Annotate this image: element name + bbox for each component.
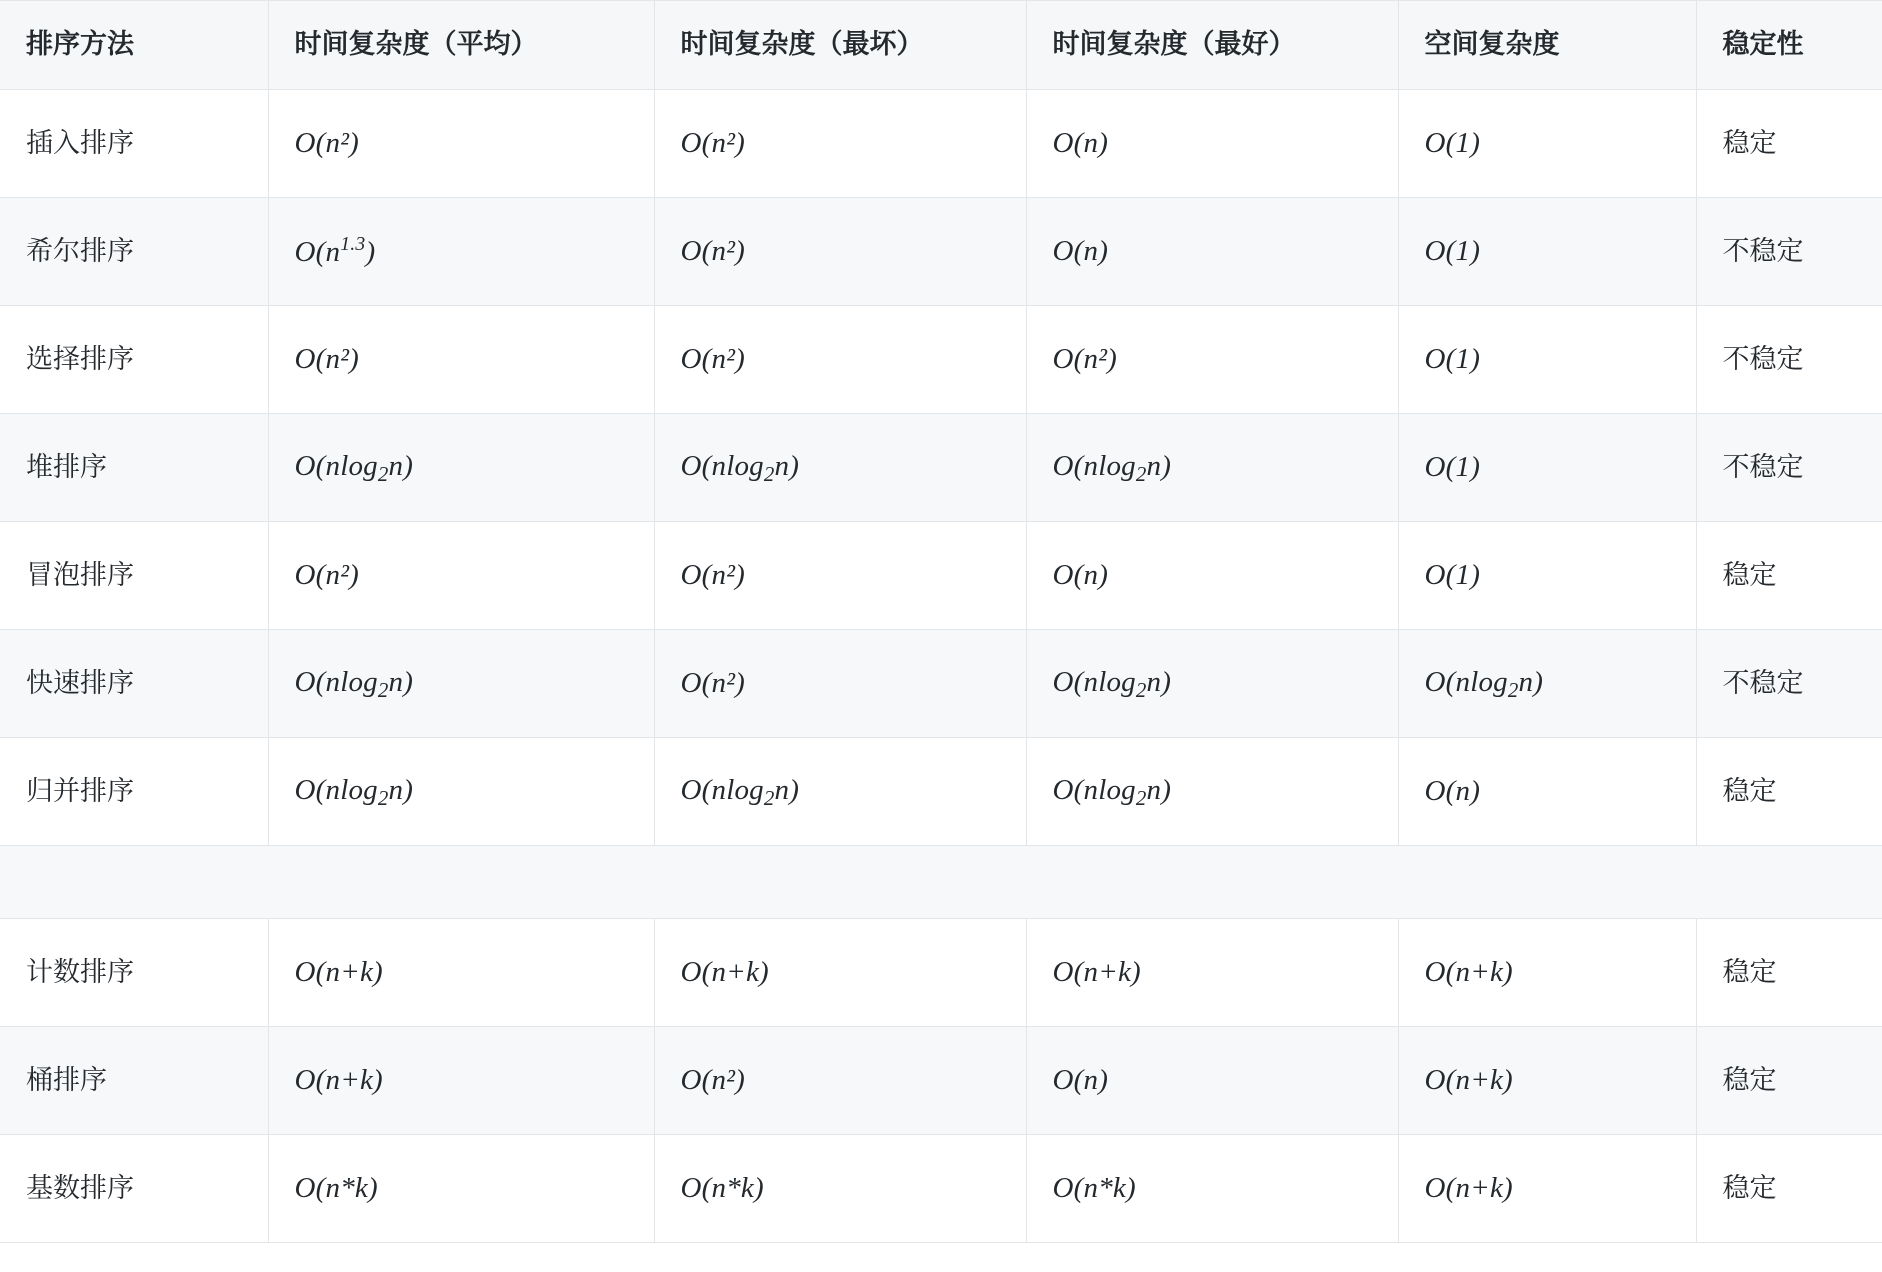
cell-method-text: 归并排序 — [26, 775, 134, 806]
cell-method — [0, 522, 268, 630]
cell-method-text: 插入排序 — [26, 127, 134, 158]
cell-stability — [1696, 919, 1882, 1027]
cell-stability-text: 不稳定 — [1722, 451, 1804, 482]
cell-time-worst — [654, 1135, 1026, 1243]
cell-time-best-text: O(nlog$_2$n) — [1052, 773, 1172, 810]
cell-method-text: 冒泡排序 — [26, 559, 134, 590]
cell-time-best-text: O(nlog$_2$n) — [1052, 449, 1172, 486]
cell-time-average-text: O(n²) — [294, 343, 359, 376]
cell-space — [1398, 630, 1696, 738]
cell-method-text: 快速排序 — [26, 667, 134, 698]
cell-time-average — [268, 522, 654, 630]
cell-space — [1398, 306, 1696, 414]
cell-time-average-text: O(n²) — [294, 559, 359, 592]
cell-method-text: 计数排序 — [26, 956, 134, 987]
column-header-stability: 稳定性 — [1696, 1, 1882, 90]
cell-time-average — [268, 414, 654, 522]
cell-time-worst-text: O(n²) — [680, 1064, 745, 1097]
cell-space-text: O(1) — [1424, 235, 1481, 268]
cell-space — [1398, 414, 1696, 522]
cell-stability-text: 不稳定 — [1722, 343, 1804, 374]
table-row — [0, 630, 1882, 738]
cell-method — [0, 90, 268, 198]
table-header-row — [0, 1, 1882, 90]
cell-stability-text: 稳定 — [1722, 775, 1777, 806]
cell-time-best — [1026, 414, 1398, 522]
table-header — [0, 1, 1882, 90]
cell-time-average-text: O(n*k) — [294, 1172, 378, 1205]
cell-time-best — [1026, 198, 1398, 306]
cell-time-best — [1026, 90, 1398, 198]
cell-time-worst — [654, 738, 1026, 846]
cell-time-best — [1026, 522, 1398, 630]
cell-time-worst — [654, 1027, 1026, 1135]
cell-time-worst — [654, 414, 1026, 522]
cell-stability — [1696, 522, 1882, 630]
cell-stability-text: 不稳定 — [1722, 235, 1804, 266]
cell-method — [0, 1027, 268, 1135]
cell-time-worst-text: O(n+k) — [680, 956, 769, 989]
cell-time-worst — [654, 198, 1026, 306]
table-body — [0, 90, 1882, 1243]
table-row — [0, 414, 1882, 522]
cell-time-best — [1026, 1027, 1398, 1135]
table-spacer-cell — [0, 846, 1882, 919]
cell-method — [0, 738, 268, 846]
cell-method — [0, 1135, 268, 1243]
column-header-time-worst: 时间复杂度（最坏） — [654, 1, 1026, 90]
cell-stability-text: 稳定 — [1722, 127, 1777, 158]
cell-space-text: O(n+k) — [1424, 1064, 1513, 1097]
cell-stability-text: 稳定 — [1722, 956, 1777, 987]
cell-stability-text: 稳定 — [1722, 559, 1777, 590]
cell-time-worst — [654, 522, 1026, 630]
cell-time-average-text: O(n+k) — [294, 956, 383, 989]
cell-time-worst — [654, 306, 1026, 414]
cell-method — [0, 198, 268, 306]
cell-time-average-text: O(n+k) — [294, 1064, 383, 1097]
cell-space-text: O(1) — [1424, 559, 1481, 592]
cell-time-worst-text: O(n²) — [680, 559, 745, 592]
cell-time-best-text: O(n) — [1052, 559, 1109, 592]
cell-stability — [1696, 198, 1882, 306]
cell-method-text: 选择排序 — [26, 343, 134, 374]
cell-stability — [1696, 414, 1882, 522]
table-row — [0, 198, 1882, 306]
cell-method — [0, 306, 268, 414]
cell-space-text: O(n+k) — [1424, 1172, 1513, 1205]
cell-time-best — [1026, 1135, 1398, 1243]
cell-space — [1398, 90, 1696, 198]
cell-time-worst-text: O(n²) — [680, 127, 745, 160]
table-row — [0, 919, 1882, 1027]
cell-method-text: 希尔排序 — [26, 235, 134, 266]
cell-time-average-text: $O(n^{1.3})$ — [294, 232, 376, 268]
cell-time-worst-text: O(n*k) — [680, 1172, 764, 1205]
cell-space — [1398, 198, 1696, 306]
cell-time-average-text: O(nlog$_2$n) — [294, 449, 414, 486]
cell-time-best — [1026, 738, 1398, 846]
cell-space-text: O(1) — [1424, 127, 1481, 160]
cell-time-worst-text: O(n²) — [680, 667, 745, 700]
cell-time-best-text: O(nlog$_2$n) — [1052, 665, 1172, 702]
cell-time-average — [268, 630, 654, 738]
table-row — [0, 1027, 1882, 1135]
cell-time-worst — [654, 90, 1026, 198]
cell-time-best-text: O(n+k) — [1052, 956, 1141, 989]
cell-space — [1398, 522, 1696, 630]
column-header-method: 排序方法 — [0, 1, 268, 90]
cell-time-worst — [654, 919, 1026, 1027]
column-header-time-average: 时间复杂度（平均） — [268, 1, 654, 90]
column-header-time-best: 时间复杂度（最好） — [1026, 1, 1398, 90]
cell-time-best-text: O(n*k) — [1052, 1172, 1136, 1205]
cell-time-best-text: O(n) — [1052, 235, 1109, 268]
cell-stability — [1696, 306, 1882, 414]
cell-stability — [1696, 90, 1882, 198]
table-row — [0, 1135, 1882, 1243]
cell-method-text: 堆排序 — [26, 451, 107, 482]
cell-time-worst-text: O(nlog$_2$n) — [680, 449, 800, 486]
cell-stability — [1696, 1027, 1882, 1135]
cell-time-worst — [654, 630, 1026, 738]
cell-time-average — [268, 738, 654, 846]
cell-space-text: O(n) — [1424, 775, 1481, 808]
cell-space-text: O(1) — [1424, 451, 1481, 484]
cell-stability — [1696, 630, 1882, 738]
cell-time-average — [268, 1027, 654, 1135]
cell-method-text: 桶排序 — [26, 1064, 107, 1095]
cell-time-best-text: O(n) — [1052, 1064, 1109, 1097]
cell-space-text: O(nlog$_2$n) — [1424, 665, 1544, 702]
cell-time-average — [268, 306, 654, 414]
cell-space — [1398, 738, 1696, 846]
cell-time-average-text: O(nlog$_2$n) — [294, 773, 414, 810]
cell-method — [0, 919, 268, 1027]
cell-space — [1398, 919, 1696, 1027]
table-spacer-row — [0, 846, 1882, 919]
cell-time-best — [1026, 306, 1398, 414]
cell-stability-text: 稳定 — [1722, 1064, 1777, 1095]
cell-time-average — [268, 90, 654, 198]
cell-time-average — [268, 919, 654, 1027]
column-header-space: 空间复杂度 — [1398, 1, 1696, 90]
cell-time-average — [268, 198, 654, 306]
cell-space — [1398, 1135, 1696, 1243]
table-row — [0, 738, 1882, 846]
cell-time-average-text: O(n²) — [294, 127, 359, 160]
cell-stability-text: 稳定 — [1722, 1172, 1777, 1203]
cell-time-worst-text: O(nlog$_2$n) — [680, 773, 800, 810]
cell-time-best — [1026, 630, 1398, 738]
cell-time-worst-text: O(n²) — [680, 235, 745, 268]
cell-time-best — [1026, 919, 1398, 1027]
table-row — [0, 90, 1882, 198]
table-row — [0, 306, 1882, 414]
cell-stability — [1696, 738, 1882, 846]
cell-space-text: O(n+k) — [1424, 956, 1513, 989]
cell-time-worst-text: O(n²) — [680, 343, 745, 376]
cell-time-average-text: O(nlog$_2$n) — [294, 665, 414, 702]
cell-time-best-text: O(n²) — [1052, 343, 1117, 376]
cell-method-text: 基数排序 — [26, 1172, 134, 1203]
table-row — [0, 522, 1882, 630]
cell-method — [0, 414, 268, 522]
cell-space-text: O(1) — [1424, 343, 1481, 376]
cell-space — [1398, 1027, 1696, 1135]
cell-stability-text: 不稳定 — [1722, 667, 1804, 698]
cell-time-average — [268, 1135, 654, 1243]
cell-time-best-text: O(n) — [1052, 127, 1109, 160]
cell-method — [0, 630, 268, 738]
cell-stability — [1696, 1135, 1882, 1243]
